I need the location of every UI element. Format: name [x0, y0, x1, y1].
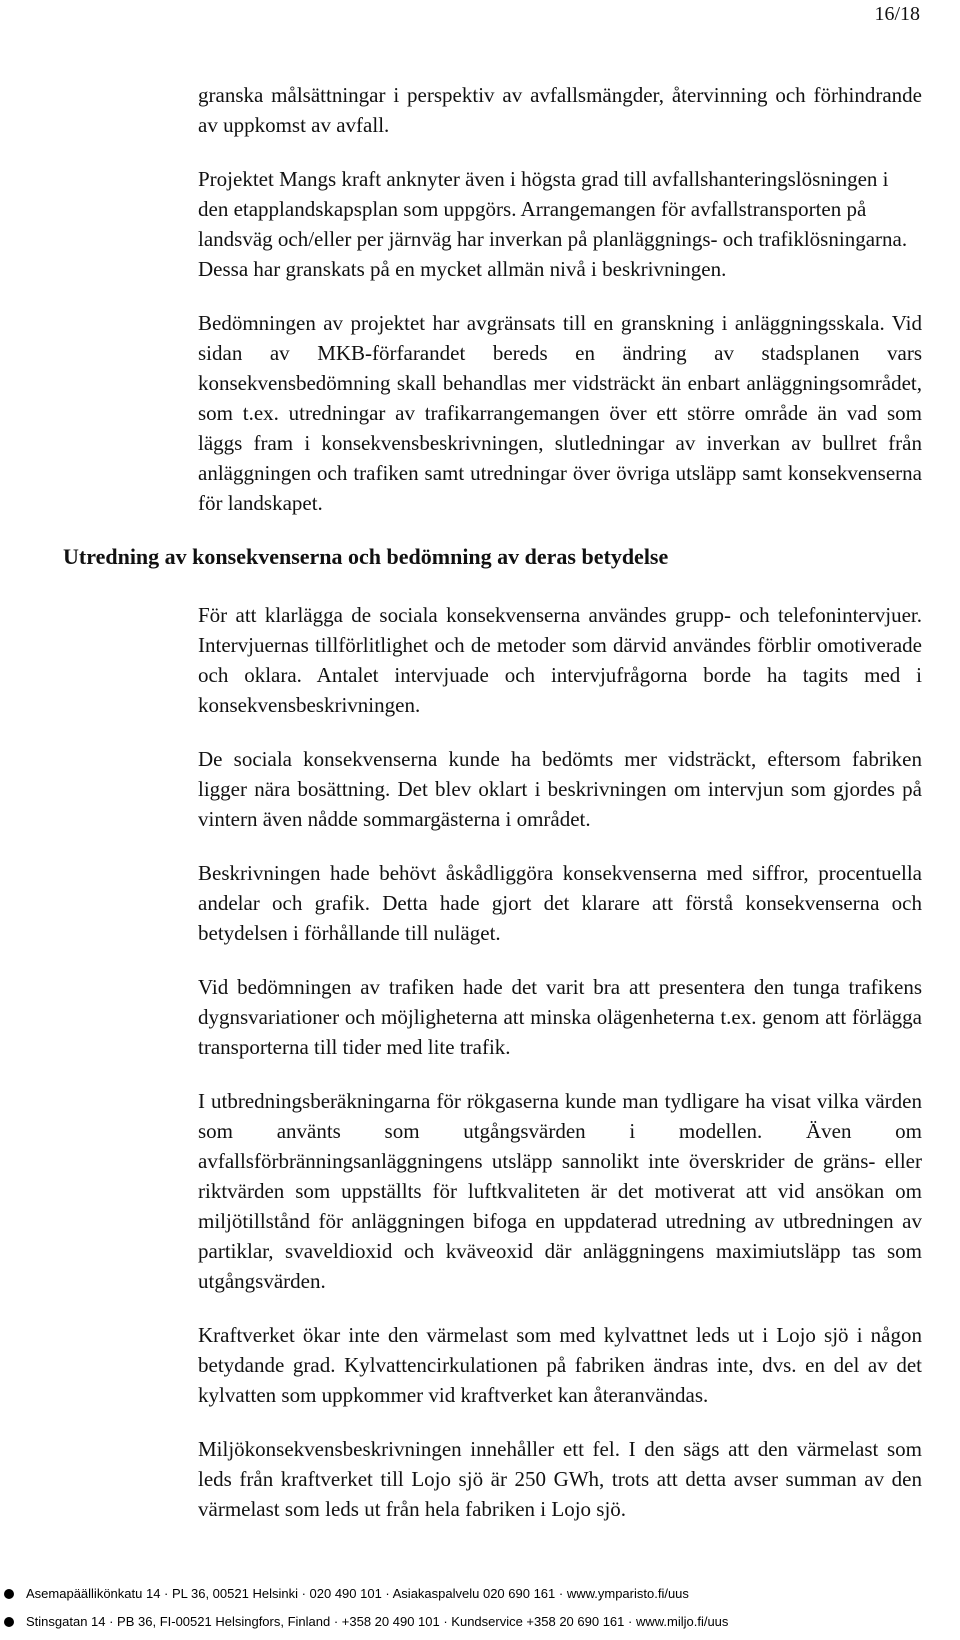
footer-address-finnish: Asemapäällikönkatu 14 · PL 36, 00521 Helsinki · 020 490 101 · Asiakaspalvelu 020 690 161 · www.ymparisto.fi/uus	[26, 1586, 689, 1601]
document-body	[0, 80, 960, 1524]
paragraph: granska målsättningar i perspektiv av avfallsmängder, återvinning och förhindrande av uppkomst av avfall.	[198, 83, 922, 137]
paragraph: I utbredningsberäkningarna för rökgaserna kunde man tydligare ha visat vilka värden som använts som utgångsvärden i modellen. Även om avfallsförbränningsanläggningens utsläpp sannolikt inte överskrider de gräns- eller riktvärden som uppställts för luftkvaliteten är det motiverat att vid ansökan om miljötillstånd för anläggningen bifoga en uppdaterad utredning av utbredningen av partiklar, svaveldioxid och kväveoxid där anläggningens maximiutsläpp tas som utgångsvärden.	[198, 1089, 922, 1293]
footer-line-finnish	[4, 1580, 728, 1608]
paragraph: De sociala konsekvenserna kunde ha bedömts mer vidsträckt, eftersom fabriken ligger nära bosättning. Det blev oklart i beskrivningen om intervjun som gjordes på vintern även nådde sommargästerna i området.	[198, 747, 922, 831]
paragraph: För att klarlägga de sociala konsekvenserna användes grupp- och telefonintervjuer. Intervjuernas tillförlitlighet och de metoder som därvid användes förblir omotiverade och oklara. Antalet intervjuade och intervjufrågorna borde ha tagits med i konsekvensbeskrivningen.	[198, 603, 922, 717]
paragraph: Bedömningen av projektet har avgränsats till en granskning i anläggningsskala. Vid sidan av MKB-förfarandet bereds en ändring av stadsplanen vars konsekvensbedömning skall behandlas mer vidsträckt än enbart anläggningsområdet, som t.ex. utredningar av trafikarrangemangen över ett större område än vad som läggs fram i konsekvensbeskrivningen, slutledningar av inverkan av bullret från anläggningen och trafiken samt utredningar över övriga utsläpp samt konsekvenserna för landskapet.	[198, 311, 922, 515]
bullet-icon	[4, 1617, 14, 1627]
footer	[4, 1580, 728, 1636]
paragraph: Vid bedömningen av trafiken hade det varit bra att presentera den tunga trafikens dygnsvariationer och möjligheterna att minska olägenheterna t.ex. genom att förlägga transporterna till tider med lite trafik.	[198, 975, 922, 1059]
paragraph: Kraftverket ökar inte den värmelast som med kylvattnet leds ut i Lojo sjö i någon betydande grad. Kylvattencirkulationen på fabriken ändras inte, dvs. en del av det kylvatten som uppkommer vid kraftverket kan återanvändas.	[198, 1323, 922, 1407]
section-heading: Utredning av konsekvenserna och bedömning av deras betydelse	[63, 544, 669, 569]
page-number: 16/18	[874, 3, 920, 25]
paragraph: Miljökonsekvensbeskrivningen innehåller ett fel. I den sägs att den värmelast som leds från kraftverket till Lojo sjö är 250 GWh, trots att detta avser summan av den värmelast som leds ut från hela fabriken i Lojo sjö.	[198, 1437, 922, 1521]
bullet-icon	[4, 1589, 14, 1599]
paragraph: Projektet Mangs kraft anknyter även i högsta grad till avfallshanteringslösningen i den etapplandskapsplan som uppgörs. Arrangemangen för avfallstransporten på landsväg och/eller per järnväg har inverkan på planläggnings- och trafiklösningarna. Dessa har granskats på en mycket allmän nivå i beskrivningen.	[198, 167, 908, 281]
footer-line-swedish	[4, 1608, 728, 1636]
paragraph: Beskrivningen hade behövt åskådliggöra konsekvenserna med siffror, procentuella andelar och grafik. Detta hade gjort det klarare att förstå konsekvenserna och betydelsen i förhållande till nuläget.	[198, 861, 922, 945]
footer-address-swedish: Stinsgatan 14 · PB 36, FI-00521 Helsingfors, Finland · +358 20 490 101 · Kundservice +358 20 690 161 · www.miljo.fi/uus	[26, 1614, 729, 1629]
